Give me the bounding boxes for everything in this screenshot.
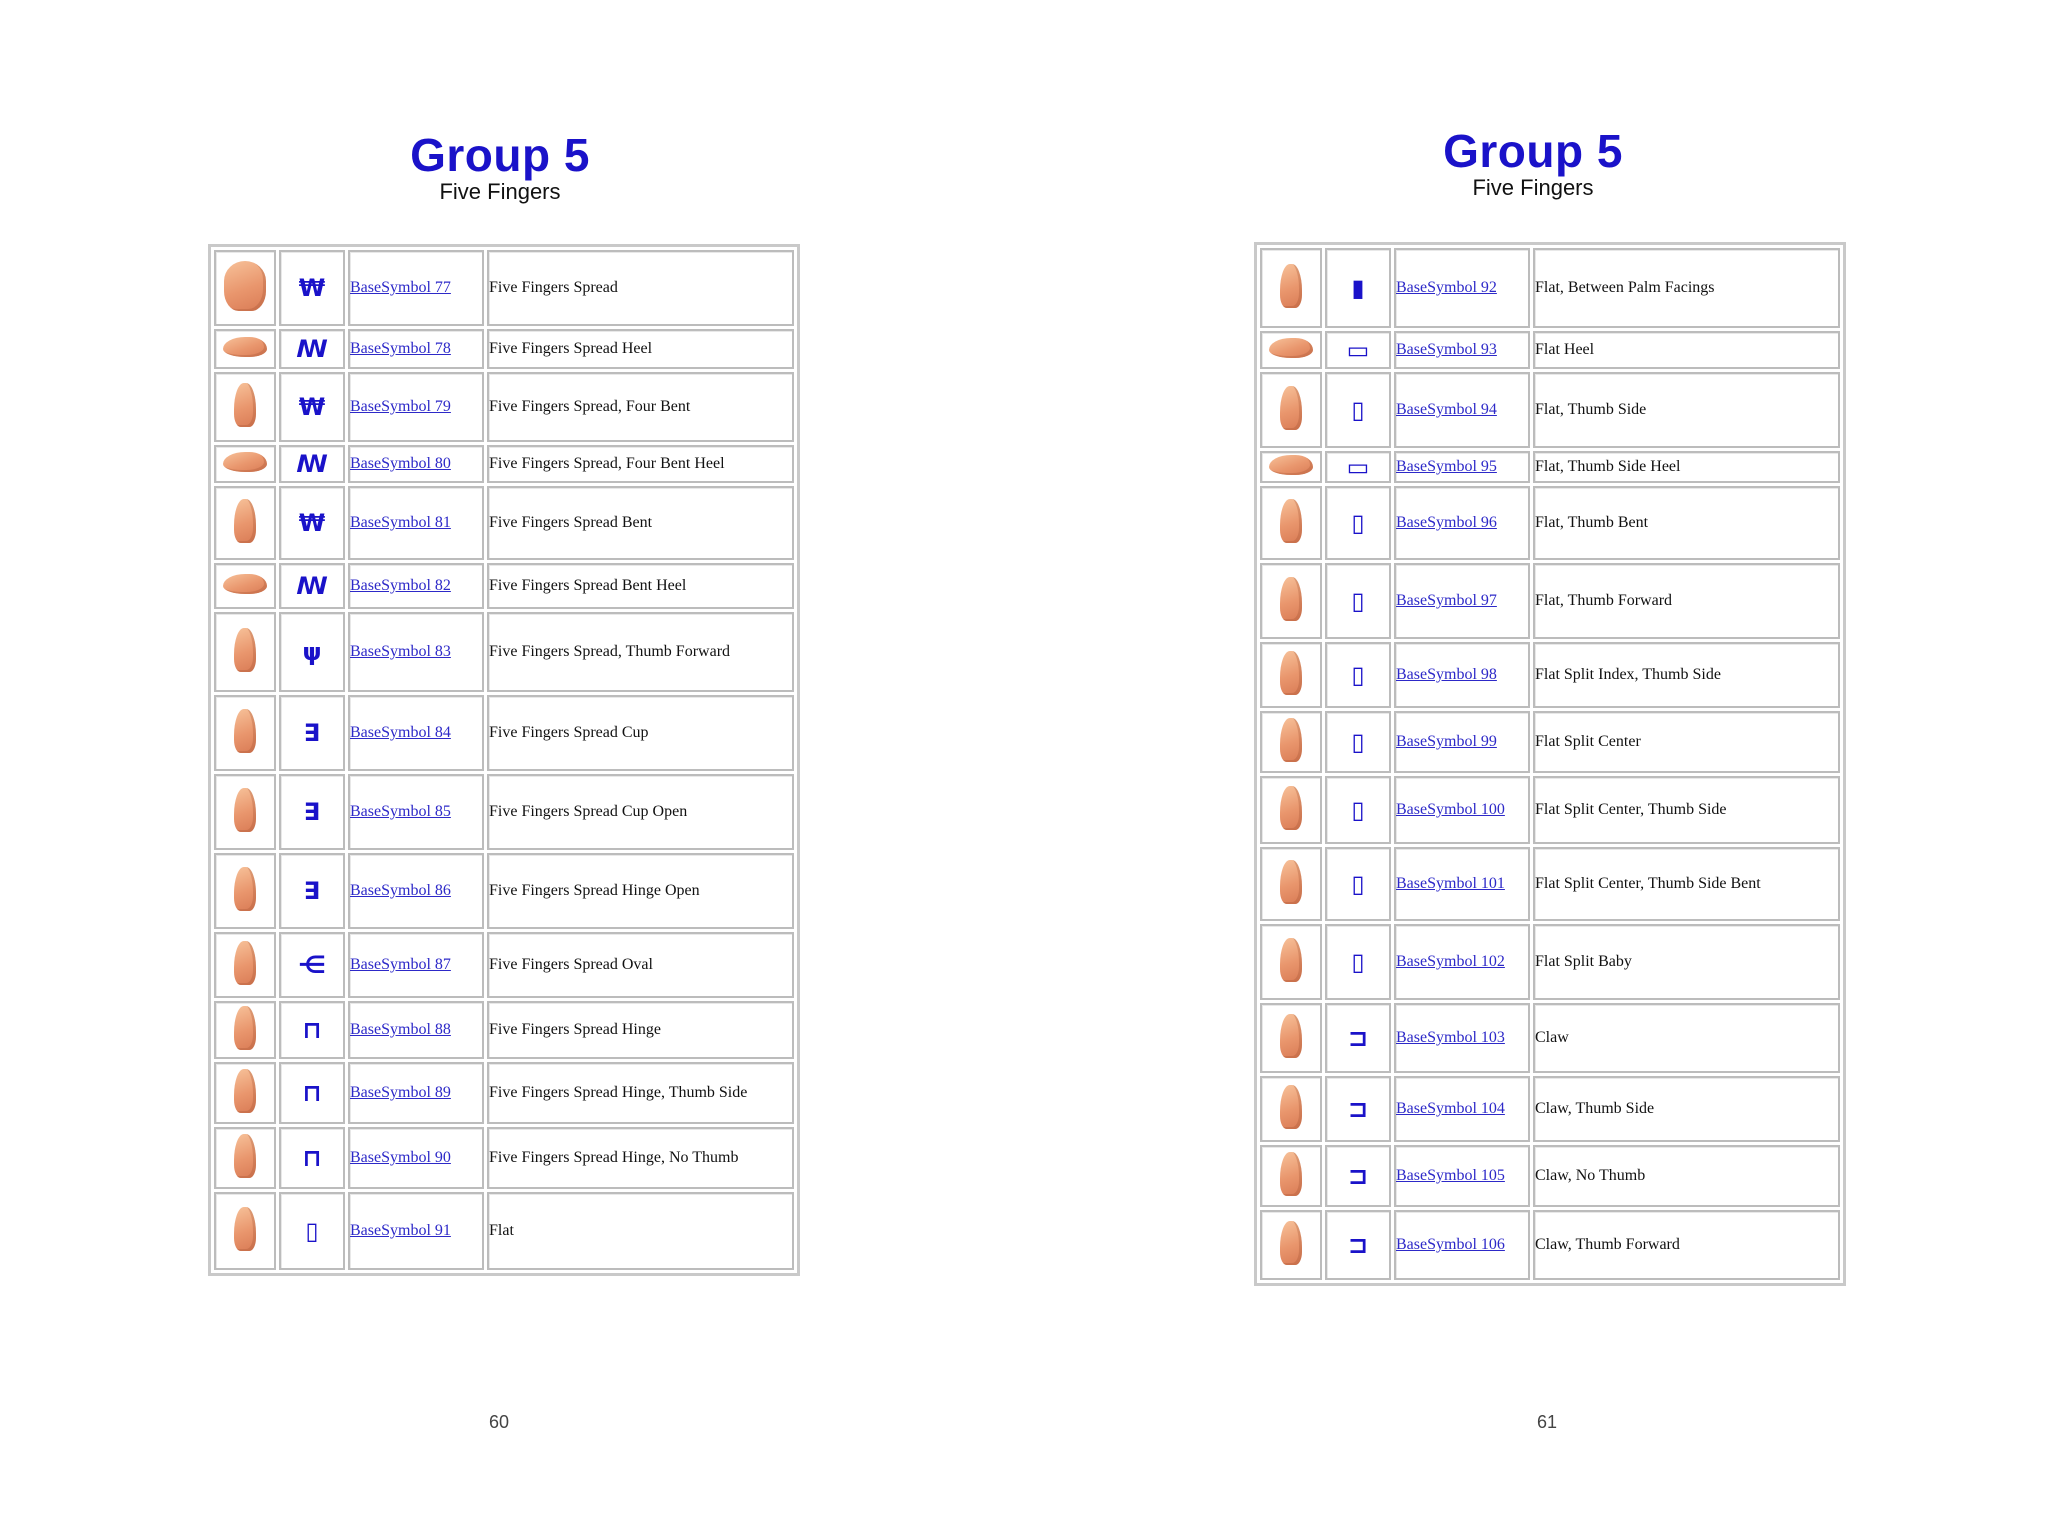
hand-flat-icon (234, 1207, 256, 1251)
hand-split-center-thumb-icon (1280, 786, 1302, 830)
table-row (1260, 248, 1840, 328)
symbol-link-cell (1394, 331, 1530, 369)
symbol-glyph-cell (1325, 331, 1391, 369)
symbol-glyph-cell (1325, 248, 1391, 328)
symbol-link-cell (1394, 847, 1530, 921)
table-row (214, 612, 794, 692)
table-row (1260, 1210, 1840, 1280)
hand-photo-cell (214, 695, 276, 771)
symbol-link-cell (1394, 642, 1530, 708)
base-symbol-link[interactable]: BaseSymbol 77 (350, 279, 451, 296)
symbol-glyph-cell (279, 1127, 345, 1189)
hand-four-bent-icon (234, 383, 256, 427)
symbol-link-cell (1394, 1210, 1530, 1280)
hand-flat-heel-icon (1269, 338, 1313, 358)
table-row (214, 250, 794, 326)
hand-photo-cell (214, 774, 276, 850)
hand-hinge-no-thumb-icon (234, 1134, 256, 1178)
symbol-link-cell (348, 329, 484, 369)
symbol-link-cell (1394, 1076, 1530, 1142)
hand-five-spread-icon (224, 261, 266, 311)
signwriting-glyph-icon: ₩ (298, 273, 326, 302)
symbol-link-cell (1394, 1003, 1530, 1073)
symbol-link-cell (1394, 1145, 1530, 1207)
hand-photo-cell (214, 1001, 276, 1059)
signwriting-glyph-icon: ▯ (305, 1216, 319, 1245)
signwriting-glyph-icon: ⊓ (302, 1015, 322, 1044)
symbol-link-cell (348, 932, 484, 998)
symbol-glyph-cell (1325, 711, 1391, 773)
hand-oval-icon (234, 941, 256, 985)
symbol-description: Flat, Between Palm Facings (1533, 248, 1840, 328)
symbol-link-cell (348, 372, 484, 442)
symbol-link-cell (348, 250, 484, 326)
symbol-link-cell (1394, 563, 1530, 639)
symbol-description: Five Fingers Spread Hinge Open (487, 853, 794, 929)
base-symbol-link[interactable]: BaseSymbol 80 (350, 455, 451, 472)
symbol-glyph-cell (1325, 1076, 1391, 1142)
symbol-link-cell (1394, 486, 1530, 560)
signwriting-glyph-icon: ▯ (1351, 727, 1365, 756)
hand-photo-cell (1260, 451, 1322, 483)
symbol-glyph-cell (279, 250, 345, 326)
symbol-glyph-cell (279, 372, 345, 442)
hand-photo-cell (214, 612, 276, 692)
symbol-glyph-cell (1325, 1003, 1391, 1073)
table-row (1260, 372, 1840, 448)
table-row (214, 445, 794, 483)
symbol-description: Claw, Thumb Side (1533, 1076, 1840, 1142)
base-symbol-link[interactable]: BaseSymbol 81 (350, 514, 451, 531)
hand-split-baby-icon (1280, 938, 1302, 982)
signwriting-glyph-icon: ▯ (1351, 395, 1365, 424)
signwriting-glyph-icon: ⋲ (298, 950, 326, 979)
signwriting-glyph-icon: ⊓ (302, 1078, 322, 1107)
page-right (1024, 0, 2048, 1536)
signwriting-glyph-icon: ₩ (298, 392, 326, 421)
base-symbol-link[interactable]: BaseSymbol 97 (1396, 592, 1497, 609)
hand-photo-cell (214, 1062, 276, 1124)
base-symbol-link[interactable]: BaseSymbol 94 (1396, 401, 1497, 418)
symbol-link-cell (1394, 711, 1530, 773)
signwriting-glyph-icon: ▯ (1351, 795, 1365, 824)
symbol-glyph-cell (1325, 924, 1391, 1000)
base-symbol-link[interactable]: BaseSymbol 78 (350, 340, 451, 357)
symbol-glyph-cell (279, 329, 345, 369)
hand-photo-cell (1260, 847, 1322, 921)
table-row (1260, 331, 1840, 369)
signwriting-glyph-icon: ⊐ (1347, 1161, 1369, 1190)
symbol-glyph-cell (279, 695, 345, 771)
hand-photo-cell (1260, 776, 1322, 844)
signwriting-glyph-icon: ⊐ (1347, 1094, 1369, 1123)
symbol-glyph-cell (1325, 486, 1391, 560)
signwriting-glyph-icon: ▭ (1346, 452, 1370, 481)
hand-photo-cell (1260, 1210, 1322, 1280)
hand-flat-thumb-side-heel-icon (1269, 455, 1313, 475)
symbol-description: Flat, Thumb Side (1533, 372, 1840, 448)
page-number: 60 (489, 1412, 510, 1432)
base-symbol-link[interactable]: BaseSymbol 83 (350, 643, 451, 660)
symbol-description: Flat Heel (1533, 331, 1840, 369)
hand-photo-cell (1260, 1003, 1322, 1073)
signwriting-glyph-icon: ∃ (303, 876, 321, 905)
table-row (214, 774, 794, 850)
base-symbol-link[interactable]: BaseSymbol 103 (1396, 1029, 1505, 1046)
base-symbol-link[interactable]: BaseSymbol 102 (1396, 953, 1505, 970)
base-symbol-link[interactable]: BaseSymbol 105 (1396, 1167, 1505, 1184)
signwriting-glyph-icon: ∃ (303, 797, 321, 826)
symbol-description: Five Fingers Spread Oval (487, 932, 794, 998)
table-row (214, 1001, 794, 1059)
base-symbol-link[interactable]: BaseSymbol 84 (350, 724, 451, 741)
hand-hinge-icon (234, 1006, 256, 1050)
hand-flat-thumb-side-icon (1280, 386, 1302, 430)
symbol-glyph-cell (1325, 1145, 1391, 1207)
symbol-glyph-cell (1325, 1210, 1391, 1280)
symbol-link-cell (1394, 451, 1530, 483)
hand-split-index-icon (1280, 651, 1302, 695)
table-row (1260, 563, 1840, 639)
table-row (1260, 847, 1840, 921)
signwriting-glyph-icon: ₩ (298, 508, 326, 537)
hand-claw-thumb-side-icon (1280, 1085, 1302, 1129)
symbol-description: Five Fingers Spread Hinge, No Thumb (487, 1127, 794, 1189)
symbol-glyph-cell (279, 932, 345, 998)
table-row (1260, 1145, 1840, 1207)
symbol-link-cell (1394, 248, 1530, 328)
symbol-link-cell (348, 1127, 484, 1189)
hand-five-spread-heel-icon (223, 337, 267, 357)
hand-four-bent-heel-icon (223, 452, 267, 472)
table-row (214, 372, 794, 442)
table-row (214, 932, 794, 998)
signwriting-glyph-icon: ▭ (1346, 335, 1370, 364)
page-title: Group 5 (410, 129, 590, 181)
signwriting-glyph-icon: ꟿ (296, 449, 328, 478)
hand-photo-cell (214, 1192, 276, 1270)
signwriting-glyph-icon: ▯ (1351, 586, 1365, 615)
hand-split-center-thumb-bent-icon (1280, 860, 1302, 904)
symbol-link-cell (348, 774, 484, 850)
signwriting-glyph-icon: ⊓ (302, 1143, 322, 1172)
signwriting-glyph-icon: ꟿ (296, 571, 328, 600)
hand-flat-palm-facings-icon (1280, 264, 1302, 308)
base-symbol-link[interactable]: BaseSymbol 82 (350, 577, 451, 594)
base-symbol-link[interactable]: BaseSymbol 93 (1396, 341, 1497, 358)
symbol-glyph-cell (1325, 563, 1391, 639)
page-heading (0, 130, 1000, 204)
symbol-description: Five Fingers Spread Cup Open (487, 774, 794, 850)
base-symbol-link[interactable]: BaseSymbol 95 (1396, 458, 1497, 475)
symbol-glyph-cell (1325, 847, 1391, 921)
signwriting-glyph-icon: ▯ (1351, 947, 1365, 976)
table-row (214, 695, 794, 771)
hand-photo-cell (214, 932, 276, 998)
hand-thumb-forward-icon (234, 628, 256, 672)
symbol-glyph-cell (279, 486, 345, 560)
signwriting-glyph-icon: ▮ (1351, 273, 1365, 302)
hand-photo-cell (1260, 1076, 1322, 1142)
signwriting-glyph-icon: ꟿ (296, 334, 328, 363)
base-symbol-link[interactable]: BaseSymbol 101 (1396, 875, 1505, 892)
symbol-table (1254, 242, 1846, 1286)
page-heading (1024, 126, 2042, 200)
signwriting-glyph-icon: ∃ (303, 718, 321, 747)
symbol-description: Five Fingers Spread, Thumb Forward (487, 612, 794, 692)
signwriting-glyph-icon: ▯ (1351, 660, 1365, 689)
symbol-glyph-cell (279, 774, 345, 850)
hand-photo-cell (1260, 331, 1322, 369)
symbol-description: Five Fingers Spread Hinge (487, 1001, 794, 1059)
symbol-description: Five Fingers Spread Heel (487, 329, 794, 369)
symbol-link-cell (348, 1001, 484, 1059)
table-row (214, 1062, 794, 1124)
table-row (214, 1127, 794, 1189)
hand-photo-cell (1260, 711, 1322, 773)
table-row (214, 853, 794, 929)
hand-hinge-open-icon (234, 867, 256, 911)
hand-spread-bent-icon (234, 499, 256, 543)
base-symbol-link[interactable]: BaseSymbol 100 (1396, 801, 1505, 818)
hand-photo-cell (1260, 563, 1322, 639)
symbol-description: Five Fingers Spread Bent Heel (487, 563, 794, 609)
hand-photo-cell (214, 445, 276, 483)
symbol-description: Five Fingers Spread (487, 250, 794, 326)
hand-photo-cell (1260, 642, 1322, 708)
symbol-description: Flat, Thumb Forward (1533, 563, 1840, 639)
hand-photo-cell (1260, 486, 1322, 560)
hand-split-center-icon (1280, 718, 1302, 762)
page-subtitle: Five Fingers (1472, 175, 1594, 200)
hand-cup-icon (234, 709, 256, 753)
symbol-glyph-cell (279, 853, 345, 929)
symbol-glyph-cell (1325, 776, 1391, 844)
hand-claw-icon (1280, 1014, 1302, 1058)
base-symbol-link[interactable]: BaseSymbol 87 (350, 956, 451, 973)
hand-photo-cell (1260, 1145, 1322, 1207)
table-row (1260, 776, 1840, 844)
hand-hinge-thumb-side-icon (234, 1069, 256, 1113)
table-row (214, 1192, 794, 1270)
symbol-link-cell (348, 445, 484, 483)
symbol-description: Flat Split Center (1533, 711, 1840, 773)
symbol-description: Flat (487, 1192, 794, 1270)
symbol-description: Claw, No Thumb (1533, 1145, 1840, 1207)
symbol-link-cell (348, 853, 484, 929)
base-symbol-link[interactable]: BaseSymbol 99 (1396, 733, 1497, 750)
symbol-glyph-cell (279, 1001, 345, 1059)
symbol-glyph-cell (1325, 642, 1391, 708)
base-symbol-link[interactable]: BaseSymbol 90 (350, 1149, 451, 1166)
signwriting-glyph-icon: ▯ (1351, 508, 1365, 537)
symbol-description: Flat Split Center, Thumb Side Bent (1533, 847, 1840, 921)
table-row (1260, 711, 1840, 773)
table-row (1260, 1076, 1840, 1142)
hand-photo-cell (214, 1127, 276, 1189)
symbol-glyph-cell (279, 563, 345, 609)
base-symbol-link[interactable]: BaseSymbol 88 (350, 1021, 451, 1038)
table-row (1260, 451, 1840, 483)
symbol-description: Flat Split Center, Thumb Side (1533, 776, 1840, 844)
symbol-link-cell (348, 1062, 484, 1124)
base-symbol-link[interactable]: BaseSymbol 106 (1396, 1236, 1505, 1253)
table-row (1260, 642, 1840, 708)
symbol-description: Claw (1533, 1003, 1840, 1073)
symbol-glyph-cell (279, 1192, 345, 1270)
table-row (214, 486, 794, 560)
hand-photo-cell (214, 250, 276, 326)
symbol-description: Five Fingers Spread, Four Bent Heel (487, 445, 794, 483)
symbol-table (208, 244, 800, 1276)
signwriting-glyph-icon: ⊐ (1347, 1023, 1369, 1052)
hand-flat-thumb-bent-icon (1280, 499, 1302, 543)
symbol-link-cell (348, 695, 484, 771)
symbol-description: Flat Split Baby (1533, 924, 1840, 1000)
symbol-link-cell (348, 486, 484, 560)
hand-spread-bent-heel-icon (223, 574, 267, 594)
table-row (214, 563, 794, 609)
symbol-link-cell (348, 612, 484, 692)
symbol-description: Five Fingers Spread Cup (487, 695, 794, 771)
symbol-description: Five Fingers Spread Hinge, Thumb Side (487, 1062, 794, 1124)
symbol-description: Flat, Thumb Side Heel (1533, 451, 1840, 483)
table-row (1260, 1003, 1840, 1073)
hand-photo-cell (214, 563, 276, 609)
base-symbol-link[interactable]: BaseSymbol 79 (350, 398, 451, 415)
symbol-glyph-cell (1325, 451, 1391, 483)
symbol-link-cell (1394, 924, 1530, 1000)
hand-flat-thumb-forward-icon (1280, 577, 1302, 621)
symbol-glyph-cell (279, 445, 345, 483)
signwriting-glyph-icon: ⊐ (1347, 1230, 1369, 1259)
hand-photo-cell (1260, 924, 1322, 1000)
symbol-glyph-cell (279, 612, 345, 692)
base-symbol-link[interactable]: BaseSymbol 104 (1396, 1100, 1505, 1117)
symbol-link-cell (348, 563, 484, 609)
base-symbol-link[interactable]: BaseSymbol 89 (350, 1084, 451, 1101)
base-symbol-link[interactable]: BaseSymbol 98 (1396, 666, 1497, 683)
table-row (1260, 486, 1840, 560)
symbol-description: Five Fingers Spread Bent (487, 486, 794, 560)
hand-photo-cell (1260, 372, 1322, 448)
symbol-link-cell (1394, 372, 1530, 448)
hand-photo-cell (214, 372, 276, 442)
symbol-description: Flat, Thumb Bent (1533, 486, 1840, 560)
hand-photo-cell (214, 486, 276, 560)
page-subtitle: Five Fingers (439, 179, 561, 204)
hand-claw-thumb-forward-icon (1280, 1221, 1302, 1265)
table-row (214, 329, 794, 369)
base-symbol-link[interactable]: BaseSymbol 91 (350, 1222, 451, 1239)
page-number: 61 (1537, 1412, 1558, 1432)
base-symbol-link[interactable]: BaseSymbol 86 (350, 882, 451, 899)
base-symbol-link[interactable]: BaseSymbol 85 (350, 803, 451, 820)
base-symbol-link[interactable]: BaseSymbol 96 (1396, 514, 1497, 531)
symbol-description: Claw, Thumb Forward (1533, 1210, 1840, 1280)
symbol-glyph-cell (279, 1062, 345, 1124)
symbol-link-cell (348, 1192, 484, 1270)
hand-photo-cell (1260, 248, 1322, 328)
table-row (1260, 924, 1840, 1000)
page-title: Group 5 (1443, 125, 1623, 177)
symbol-glyph-cell (1325, 372, 1391, 448)
hand-photo-cell (214, 853, 276, 929)
signwriting-glyph-icon: ▯ (1351, 869, 1365, 898)
signwriting-glyph-icon: ψ (302, 637, 322, 666)
hand-photo-cell (214, 329, 276, 369)
symbol-description: Five Fingers Spread, Four Bent (487, 372, 794, 442)
symbol-link-cell (1394, 776, 1530, 844)
hand-claw-no-thumb-icon (1280, 1152, 1302, 1196)
hand-cup-open-icon (234, 788, 256, 832)
base-symbol-link[interactable]: BaseSymbol 92 (1396, 279, 1497, 296)
symbol-description: Flat Split Index, Thumb Side (1533, 642, 1840, 708)
